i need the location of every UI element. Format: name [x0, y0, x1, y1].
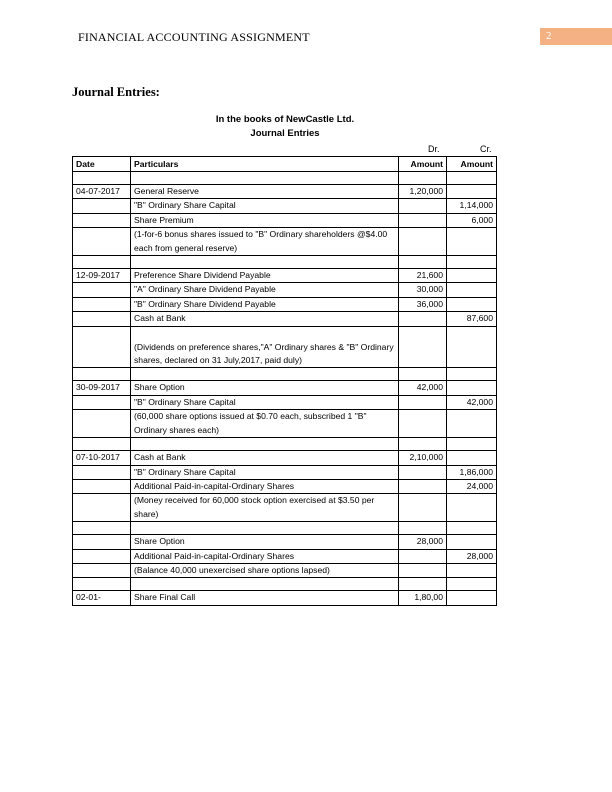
particulars-cell: (60,000 share options issued at $0.70 each, subscribed 1 "B" Ordinary shares each)	[131, 410, 399, 438]
cr-amount-cell	[447, 297, 497, 311]
cr-amount-cell	[447, 269, 497, 283]
particulars-cell: General Reserve	[131, 185, 399, 199]
dr-amount-cell: 2,10,000	[399, 451, 447, 465]
date-cell	[73, 199, 131, 213]
table-row	[73, 494, 497, 522]
particulars-cell: "B" Ordinary Share Capital	[131, 199, 399, 213]
date-cell	[73, 297, 131, 311]
page-number-badge: 2	[540, 28, 612, 45]
cr-amount-cell: 42,000	[447, 395, 497, 409]
journal-title: Journal Entries	[250, 128, 320, 139]
cr-amount-cell	[447, 326, 497, 368]
particulars-cell	[131, 522, 399, 535]
particulars-cell: (Balance 40,000 unexercised share options lapsed)	[131, 563, 399, 577]
date-cell	[73, 465, 131, 479]
particulars-cell	[131, 578, 399, 591]
dr-amount-cell	[399, 522, 447, 535]
table-row	[73, 297, 497, 311]
table-row	[73, 535, 497, 549]
table-row	[73, 381, 497, 395]
cr-amount-cell: 1,14,000	[447, 199, 497, 213]
date-cell	[73, 494, 131, 522]
dr-amount-cell: 42,000	[399, 381, 447, 395]
table-row	[73, 228, 497, 256]
cr-amount-cell	[447, 438, 497, 451]
journal-body	[73, 172, 497, 606]
particulars-cell: Preference Share Dividend Payable	[131, 269, 399, 283]
table-row	[73, 563, 497, 577]
table-row	[73, 479, 497, 493]
dr-amount-cell	[399, 395, 447, 409]
cr-amount-cell	[447, 563, 497, 577]
dr-amount-cell: 21,600	[399, 269, 447, 283]
table-row	[73, 451, 497, 465]
cr-label: Cr.	[480, 144, 492, 154]
cr-amount-cell	[447, 522, 497, 535]
date-cell	[73, 410, 131, 438]
dr-amount-cell: 1,20,000	[399, 185, 447, 199]
cr-amount-cell	[447, 172, 497, 185]
cr-amount-cell	[447, 283, 497, 297]
dr-amount-cell	[399, 494, 447, 522]
dr-amount-cell	[399, 479, 447, 493]
dr-amount-cell: 30,000	[399, 283, 447, 297]
table-row	[73, 549, 497, 563]
particulars-cell: "B" Ordinary Share Dividend Payable	[131, 297, 399, 311]
date-cell	[73, 479, 131, 493]
table-row	[73, 465, 497, 479]
cr-amount-cell	[447, 381, 497, 395]
table-row	[73, 185, 497, 199]
particulars-cell: (Money received for 60,000 stock option exercised at $3.50 per share)	[131, 494, 399, 522]
table-row	[73, 395, 497, 409]
date-cell: 02-01-	[73, 591, 131, 605]
table-row	[73, 213, 497, 227]
particulars-cell: Additional Paid-in-capital-Ordinary Shares	[131, 479, 399, 493]
particulars-cell: Cash at Bank	[131, 451, 399, 465]
dr-amount-cell	[399, 438, 447, 451]
dr-amount-cell	[399, 549, 447, 563]
cr-amount-cell	[447, 368, 497, 381]
cr-amount-cell: 24,000	[447, 479, 497, 493]
particulars-cell: "A" Ordinary Share Dividend Payable	[131, 283, 399, 297]
date-cell: 07-10-2017	[73, 451, 131, 465]
table-row-blank	[73, 172, 497, 185]
section-heading: Journal Entries:	[72, 85, 160, 99]
cr-amount-cell	[447, 535, 497, 549]
particulars-cell: Share Option	[131, 535, 399, 549]
dr-amount-cell	[399, 578, 447, 591]
particulars-cell: Additional Paid-in-capital-Ordinary Shares	[131, 549, 399, 563]
date-cell	[73, 578, 131, 591]
date-cell	[73, 535, 131, 549]
table-row-blank	[73, 256, 497, 269]
date-cell	[73, 256, 131, 269]
particulars-cell: Cash at Bank	[131, 312, 399, 326]
cr-amount-cell	[447, 494, 497, 522]
date-cell	[73, 395, 131, 409]
table-row	[73, 283, 497, 297]
column-header-particulars: Particulars	[131, 157, 399, 172]
table-header-row	[73, 157, 497, 172]
cr-amount-cell	[447, 591, 497, 605]
column-header-dr-amount: Amount	[399, 157, 447, 172]
column-header-date: Date	[73, 157, 131, 172]
dr-amount-cell	[399, 326, 447, 368]
table-row-blank	[73, 438, 497, 451]
particulars-cell: "B" Ordinary Share Capital	[131, 395, 399, 409]
column-header-cr-amount: Amount	[447, 157, 497, 172]
table-row	[73, 269, 497, 283]
particulars-cell	[131, 172, 399, 185]
document-header-title: FINANCIAL ACCOUNTING ASSIGNMENT	[78, 30, 310, 44]
date-cell	[73, 438, 131, 451]
date-cell	[73, 283, 131, 297]
cr-amount-cell: 1,86,000	[447, 465, 497, 479]
dr-amount-cell: 28,000	[399, 535, 447, 549]
particulars-cell: Share Final Call	[131, 591, 399, 605]
date-cell	[73, 172, 131, 185]
cr-amount-cell	[447, 185, 497, 199]
date-cell: 12-09-2017	[73, 269, 131, 283]
cr-amount-cell	[447, 256, 497, 269]
particulars-cell: Share Option	[131, 381, 399, 395]
dr-amount-cell	[399, 228, 447, 256]
date-cell	[73, 549, 131, 563]
date-cell: 04-07-2017	[73, 185, 131, 199]
dr-amount-cell	[399, 213, 447, 227]
particulars-cell: "B" Ordinary Share Capital	[131, 465, 399, 479]
cr-amount-cell: 6,000	[447, 213, 497, 227]
particulars-cell	[131, 438, 399, 451]
date-cell	[73, 213, 131, 227]
date-cell	[73, 368, 131, 381]
table-row-blank	[73, 522, 497, 535]
dr-amount-cell	[399, 256, 447, 269]
dr-amount-cell	[399, 465, 447, 479]
table-row	[73, 326, 497, 368]
particulars-cell: (Dividends on preference shares,"A" Ordinary shares & "B" Ordinary shares, declared on 31 July,2017, paid duly)	[131, 326, 399, 368]
dr-amount-cell: 36,000	[399, 297, 447, 311]
cr-amount-cell: 28,000	[447, 549, 497, 563]
date-cell	[73, 563, 131, 577]
table-row	[73, 312, 497, 326]
table-row-blank	[73, 368, 497, 381]
cr-amount-cell	[447, 578, 497, 591]
dr-amount-cell	[399, 563, 447, 577]
cr-amount-cell	[447, 228, 497, 256]
book-title: In the books of NewCastle Ltd.	[215, 114, 355, 125]
journal-table	[72, 156, 497, 606]
cr-amount-cell	[447, 451, 497, 465]
table-row-blank	[73, 578, 497, 591]
particulars-cell: Share Premium	[131, 213, 399, 227]
cr-amount-cell: 87,600	[447, 312, 497, 326]
dr-amount-cell	[399, 172, 447, 185]
particulars-cell	[131, 368, 399, 381]
dr-amount-cell: 1,80,00	[399, 591, 447, 605]
cr-amount-cell	[447, 410, 497, 438]
dr-amount-cell	[399, 199, 447, 213]
dr-label: Dr.	[428, 144, 440, 154]
table-row	[73, 199, 497, 213]
date-cell	[73, 522, 131, 535]
date-cell	[73, 326, 131, 368]
dr-amount-cell	[399, 312, 447, 326]
date-cell: 30-09-2017	[73, 381, 131, 395]
table-row	[73, 591, 497, 605]
dr-amount-cell	[399, 410, 447, 438]
date-cell	[73, 312, 131, 326]
date-cell	[73, 228, 131, 256]
particulars-cell	[131, 256, 399, 269]
particulars-cell: (1-for-6 bonus shares issued to "B" Ordinary shareholders @$4.00 each from general reserve)	[131, 228, 399, 256]
dr-amount-cell	[399, 368, 447, 381]
table-row	[73, 410, 497, 438]
